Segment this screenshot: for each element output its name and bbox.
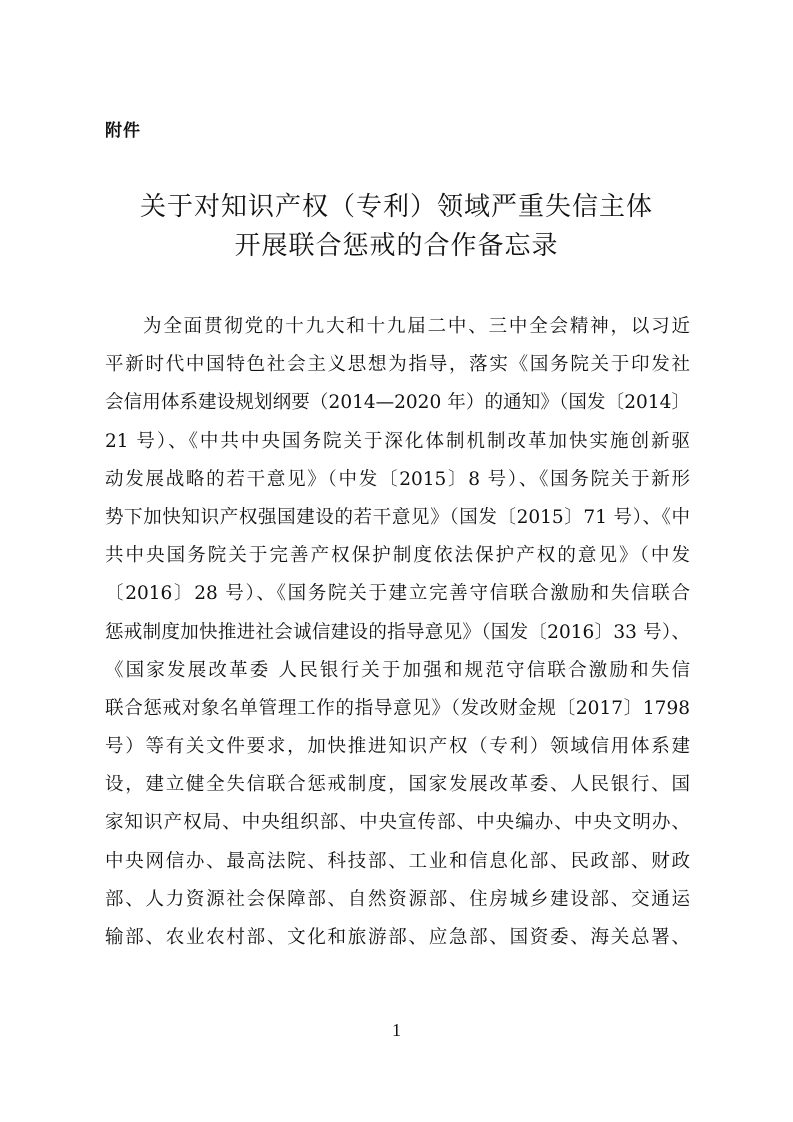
body-line: 21 号）、《中共中央国务院关于深化体制机制改革加快实施创新驱 bbox=[105, 430, 690, 452]
body-line: 《国家发展改革委 人民银行关于加强和规范守信联合激励和失信 bbox=[105, 659, 690, 681]
body-line: 部、人力资源社会保障部、自然资源部、住房城乡建设部、交通运 bbox=[105, 888, 690, 910]
body-line: 设，建立健全失信联合惩戒制度，国家发展改革委、人民银行、国 bbox=[105, 774, 690, 796]
body-line: 动发展战略的若干意见》（中发〔2015〕8 号）、《国务院关于新形 bbox=[105, 468, 690, 490]
body-line: 号）等有关文件要求，加快推进知识产权（专利）领域信用体系建 bbox=[105, 736, 690, 758]
attachment-label: 附件 bbox=[105, 121, 141, 141]
document-title-line-1: 关于对知识产权（专利）领域严重失信主体 bbox=[139, 192, 653, 222]
document-title-line-2: 开展联合惩戒的合作备忘录 bbox=[234, 231, 559, 261]
body-line: 联合惩戒对象名单管理工作的指导意见》（发改财金规〔2017〕1798 bbox=[105, 697, 690, 719]
body-line: 输部、农业农村部、文化和旅游部、应急部、国资委、海关总署、 bbox=[105, 927, 690, 948]
body-line: 势下加快知识产权强国建设的若干意见》（国发〔2015〕71 号）、《中 bbox=[105, 506, 690, 528]
body-line: 惩戒制度加快推进社会诚信建设的指导意见》（国发〔2016〕33 号）、 bbox=[105, 621, 690, 643]
body-line: 家知识产权局、中央组织部、中央宣传部、中央编办、中央文明办、 bbox=[105, 812, 690, 834]
body-line: 为全面贯彻党的十九大和十九届二中、三中全会精神，以习近 bbox=[143, 316, 690, 337]
body-line: 会信用体系建设规划纲要（2014—2020 年）的通知》（国发〔2014〕 bbox=[105, 392, 690, 414]
body-paragraph bbox=[105, 308, 690, 957]
body-line: 共中央国务院关于完善产权保护制度依法保护产权的意见》（中发 bbox=[105, 545, 690, 567]
page-number: 1 bbox=[392, 1020, 401, 1040]
body-line: 平新时代中国特色社会主义思想为指导，落实《国务院关于印发社 bbox=[105, 354, 690, 376]
body-line: 〔2016〕28 号）、《国务院关于建立完善守信联合激励和失信联合 bbox=[105, 583, 690, 605]
body-line: 中央网信办、最高法院、科技部、工业和信息化部、民政部、财政 bbox=[105, 850, 690, 872]
